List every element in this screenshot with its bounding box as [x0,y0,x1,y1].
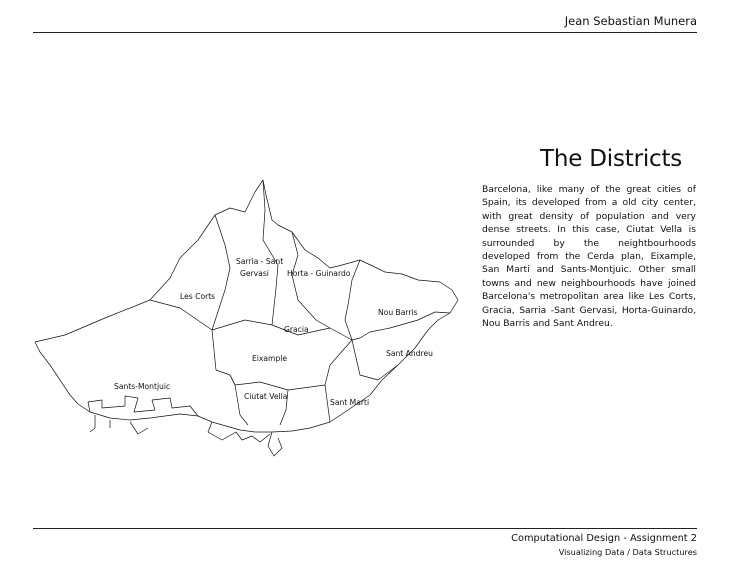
breakwater [268,432,282,456]
label-gracia: Gracia [284,325,309,334]
boundary-santandreu-santmarti [352,340,398,380]
port-docks [88,396,270,442]
label-eixample: Eixample [252,354,288,363]
author-name: Jean Sebastian Munera [564,14,697,28]
label-les-corts: Les Corts [180,292,216,301]
barcelona-districts-map [30,170,475,470]
label-ciutat-vella: Ciutat Vella [244,392,288,401]
label-sant-andreu: Sant Andreu [386,349,433,358]
boundary-lescorts-south [150,300,212,330]
course-subtitle: Visualizing Data / Data Structures [558,547,697,557]
boundary-sarria-gracia [263,180,278,325]
label-sarria-1: Sarria - Sant [236,257,284,266]
page-title: The Districts [540,146,683,172]
boundary-gracia-horta [292,232,330,328]
course-title: Computational Design - Assignment 2 [511,533,697,544]
header-rule [33,32,697,33]
label-sant-marti: Sant Marti [330,398,370,407]
label-sarria-2: Gervasi [240,269,269,278]
label-horta: Horta - Guinardo [287,269,351,278]
description-paragraph: Barcelona, like many of the great cities of Spain, its developed from a old city center, with great density of population and very dense streets. In this case, Ciutat Vella is surrounded by the neightbourhoods developed from the Cerda plan, Eixample, San Marti and Sants-Montjuic. Other small towns and new neighbourhoods have joined Barcelona's metropolitan area like Les Corts, Gracia, Sarria -Sant Gervasi, Horta-Guinardo, Nou Barris and Sant Andreu. [482,184,696,330]
boundary-eixample-north [212,320,352,340]
label-sants: Sants-Montjuic [114,382,171,391]
footer-rule [33,528,697,529]
boundary-sarria-lescorts [212,215,230,330]
label-nou-barris: Nou Barris [378,308,418,317]
